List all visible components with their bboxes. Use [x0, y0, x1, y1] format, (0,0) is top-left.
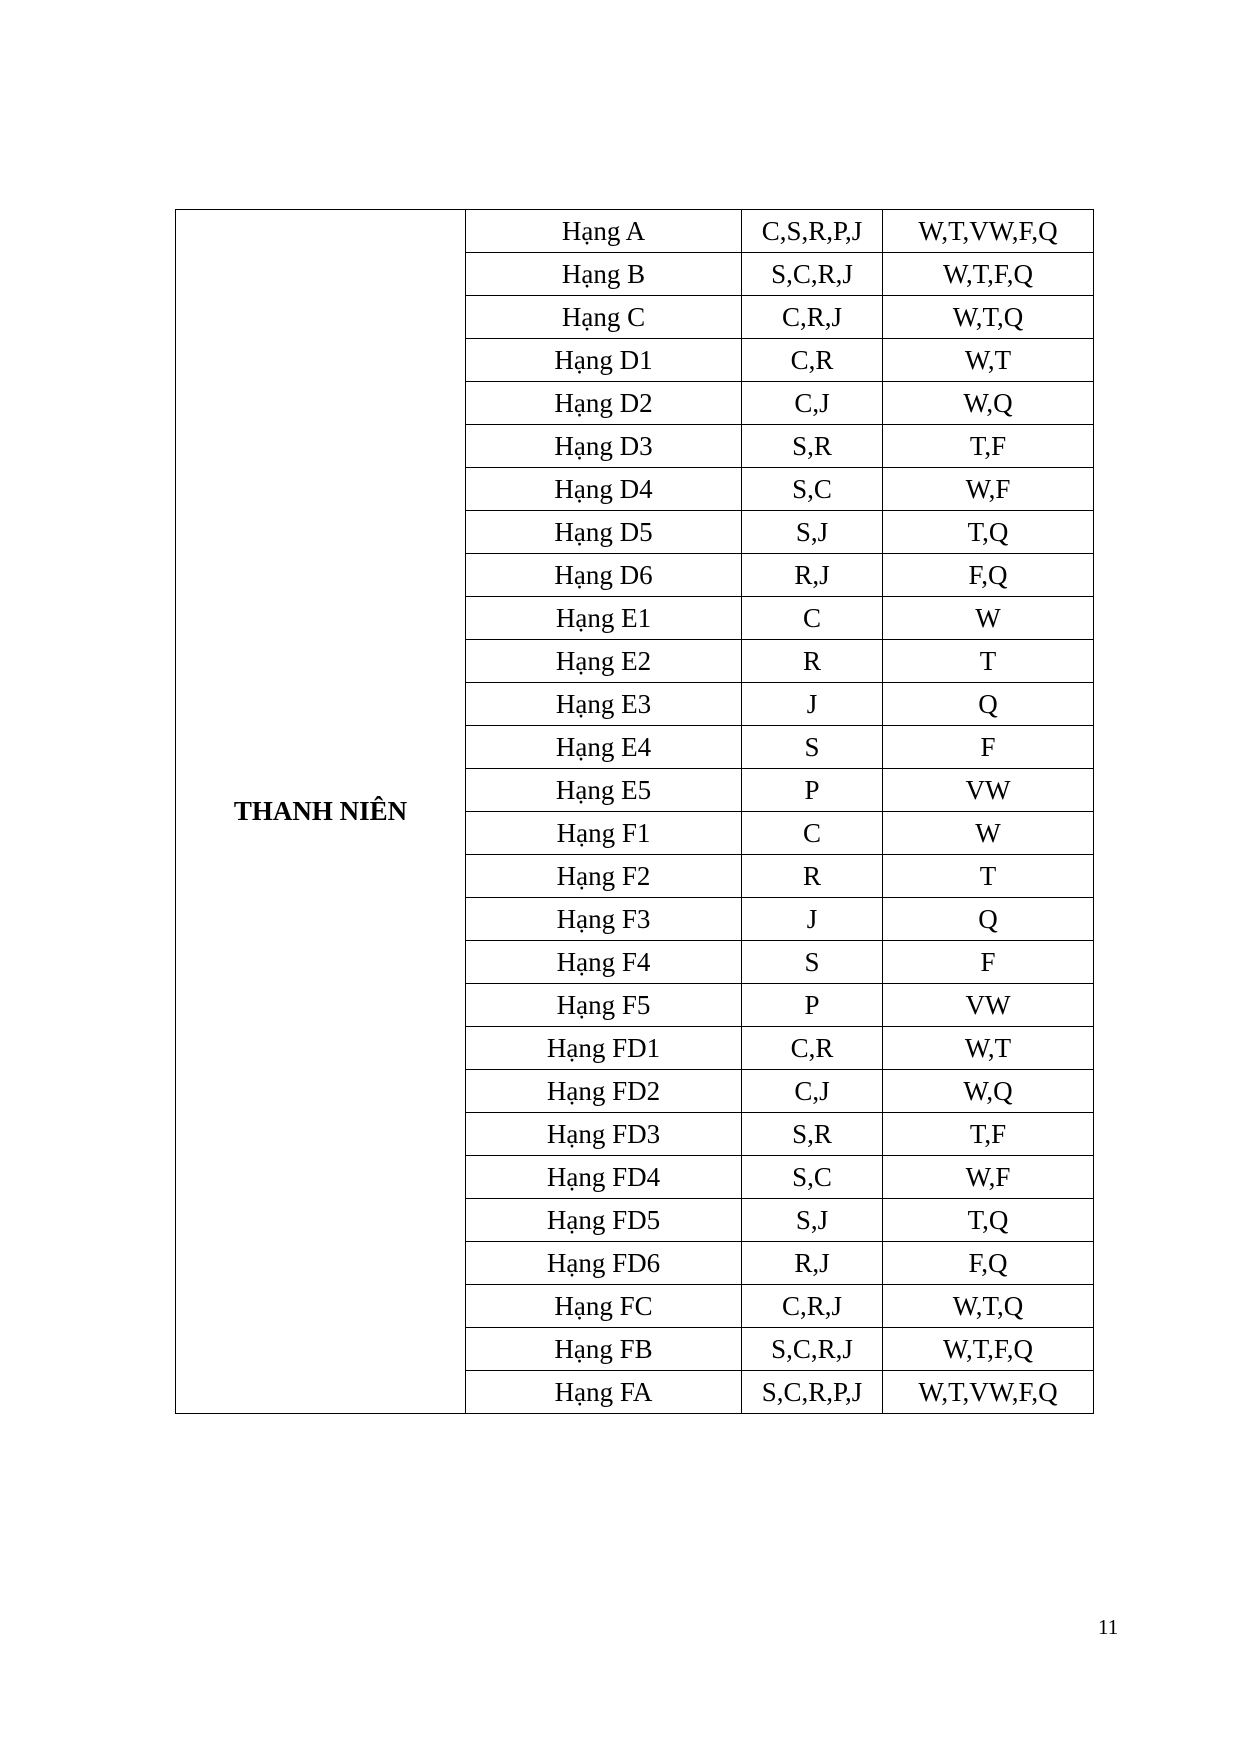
result-set-cell: W,T,Q	[883, 1285, 1094, 1328]
result-set-cell: W,T	[883, 339, 1094, 382]
rank-name-cell: Hạng F5	[466, 984, 742, 1027]
code-set-cell: C	[742, 597, 883, 640]
result-set-cell: Q	[883, 898, 1094, 941]
code-set-cell: S,J	[742, 1199, 883, 1242]
rank-name-cell: Hạng E5	[466, 769, 742, 812]
code-set-cell: C,R,J	[742, 296, 883, 339]
code-set-cell: C,S,R,P,J	[742, 210, 883, 253]
code-set-cell: R,J	[742, 1242, 883, 1285]
code-set-cell: C,R	[742, 1027, 883, 1070]
rank-name-cell: Hạng FD3	[466, 1113, 742, 1156]
rank-name-cell: Hạng FB	[466, 1328, 742, 1371]
result-set-cell: T	[883, 855, 1094, 898]
code-set-cell: S,C,R,J	[742, 1328, 883, 1371]
page-number: 11	[1098, 1615, 1119, 1639]
code-set-cell: S,C,R,J	[742, 253, 883, 296]
rank-name-cell: Hạng C	[466, 296, 742, 339]
result-set-cell: W,F	[883, 468, 1094, 511]
rank-name-cell: Hạng FA	[466, 1371, 742, 1414]
rank-table	[175, 209, 1094, 1414]
code-set-cell: S,J	[742, 511, 883, 554]
result-set-cell: Q	[883, 683, 1094, 726]
code-set-cell: C,J	[742, 1070, 883, 1113]
code-set-cell: P	[742, 984, 883, 1027]
rank-name-cell: Hạng E4	[466, 726, 742, 769]
result-set-cell: VW	[883, 769, 1094, 812]
rank-name-cell: Hạng F1	[466, 812, 742, 855]
result-set-cell: W,T,VW,F,Q	[883, 1371, 1094, 1414]
result-set-cell: W	[883, 597, 1094, 640]
group-label-cell: THANH NIÊN	[176, 210, 466, 1414]
code-set-cell: P	[742, 769, 883, 812]
rank-name-cell: Hạng D6	[466, 554, 742, 597]
table-row	[176, 210, 1094, 253]
rank-name-cell: Hạng A	[466, 210, 742, 253]
rank-name-cell: Hạng D2	[466, 382, 742, 425]
code-set-cell: J	[742, 898, 883, 941]
result-set-cell: VW	[883, 984, 1094, 1027]
result-set-cell: F	[883, 941, 1094, 984]
result-set-cell: W,T,VW,F,Q	[883, 210, 1094, 253]
result-set-cell: W,T,F,Q	[883, 1328, 1094, 1371]
code-set-cell: R,J	[742, 554, 883, 597]
rank-name-cell: Hạng FD6	[466, 1242, 742, 1285]
code-set-cell: C,R,J	[742, 1285, 883, 1328]
rank-name-cell: Hạng D3	[466, 425, 742, 468]
rank-name-cell: Hạng E1	[466, 597, 742, 640]
rank-name-cell: Hạng FC	[466, 1285, 742, 1328]
code-set-cell: S	[742, 726, 883, 769]
code-set-cell: R	[742, 855, 883, 898]
rank-name-cell: Hạng D5	[466, 511, 742, 554]
rank-name-cell: Hạng E2	[466, 640, 742, 683]
result-set-cell: W,T,Q	[883, 296, 1094, 339]
rank-name-cell: Hạng FD4	[466, 1156, 742, 1199]
result-set-cell: W,F	[883, 1156, 1094, 1199]
result-set-cell: T	[883, 640, 1094, 683]
rank-name-cell: Hạng FD2	[466, 1070, 742, 1113]
code-set-cell: S	[742, 941, 883, 984]
rank-name-cell: Hạng F4	[466, 941, 742, 984]
result-set-cell: T,Q	[883, 511, 1094, 554]
code-set-cell: J	[742, 683, 883, 726]
code-set-cell: C,J	[742, 382, 883, 425]
rank-name-cell: Hạng E3	[466, 683, 742, 726]
rank-table-body	[176, 210, 1094, 1414]
rank-name-cell: Hạng F2	[466, 855, 742, 898]
rank-name-cell: Hạng D1	[466, 339, 742, 382]
result-set-cell: W,Q	[883, 1070, 1094, 1113]
result-set-cell: T,F	[883, 425, 1094, 468]
rank-name-cell: Hạng FD1	[466, 1027, 742, 1070]
result-set-cell: F	[883, 726, 1094, 769]
result-set-cell: W,T,F,Q	[883, 253, 1094, 296]
result-set-cell: W	[883, 812, 1094, 855]
code-set-cell: S,R	[742, 1113, 883, 1156]
code-set-cell: S,R	[742, 425, 883, 468]
result-set-cell: F,Q	[883, 554, 1094, 597]
rank-name-cell: Hạng B	[466, 253, 742, 296]
result-set-cell: W,Q	[883, 382, 1094, 425]
rank-name-cell: Hạng F3	[466, 898, 742, 941]
result-set-cell: F,Q	[883, 1242, 1094, 1285]
rank-name-cell: Hạng FD5	[466, 1199, 742, 1242]
code-set-cell: R	[742, 640, 883, 683]
code-set-cell: S,C,R,P,J	[742, 1371, 883, 1414]
code-set-cell: C,R	[742, 339, 883, 382]
result-set-cell: T,Q	[883, 1199, 1094, 1242]
rank-name-cell: Hạng D4	[466, 468, 742, 511]
result-set-cell: T,F	[883, 1113, 1094, 1156]
code-set-cell: C	[742, 812, 883, 855]
code-set-cell: S,C	[742, 1156, 883, 1199]
result-set-cell: W,T	[883, 1027, 1094, 1070]
code-set-cell: S,C	[742, 468, 883, 511]
